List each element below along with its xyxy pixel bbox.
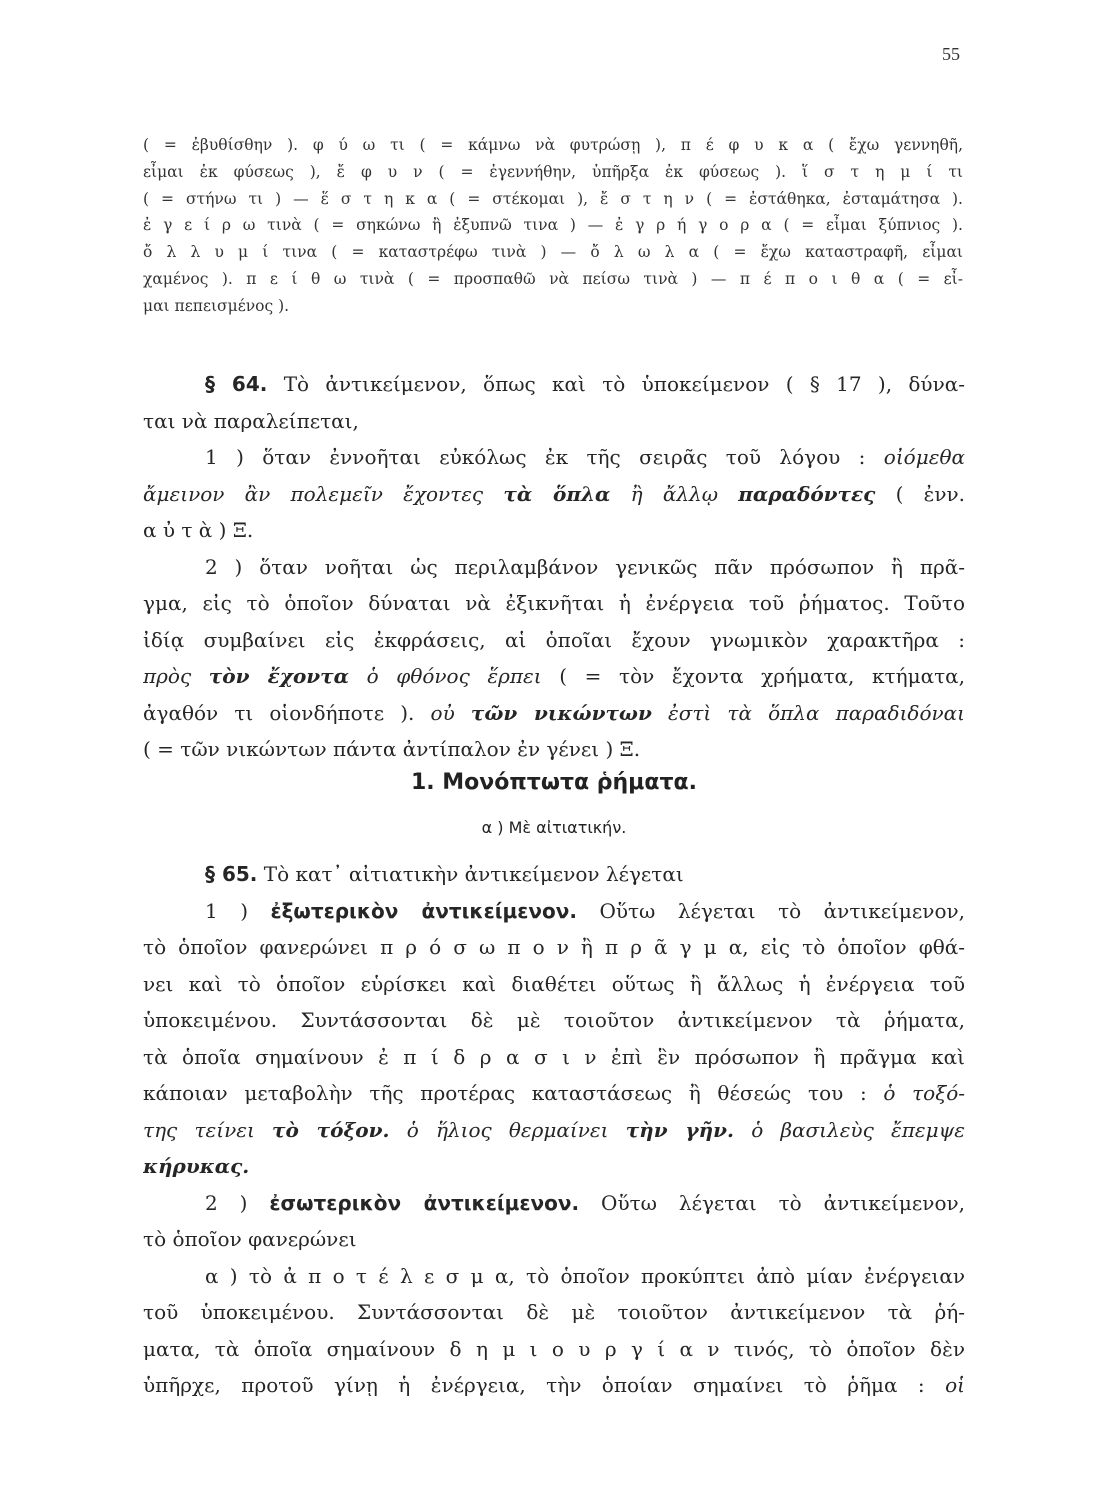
text-line: ( = στήνω τι ) — ἕ σ τ η κ α ( = στέκομαι ), ἔ σ τ η ν ( = ἐστάθηκα, ἐσταμάτησα ). [143,189,963,208]
sub-a-line: ὑπῆρχε, προτοῦ γίνῃ ἡ ἐνέργεια, τὴν ὁποίαν σημαίνει τὸ ῥῆμα : οἱ [143,1373,965,1397]
item-1-line: 1 ) ὅταν ἐννοῆται εὐκόλως ἐκ τῆς σειρᾶς τοῦ λόγου : οἰόμεθα [205,445,965,469]
section-number: § 64. [205,372,268,396]
item-2-line: 2 ) ἐσωτερικὸν ἀντικείμενον. Οὕτω λέγεται τὸ ἀντικείμενον, [205,1190,965,1215]
item-1-line: ὑποκειμένου. Συντάσσονται δὲ μὲ τοιοῦτον ἀντικείμενον τὰ ῥήματα, [143,1008,965,1032]
sub-a-line: α ) τὸ ἀ π ο τ έ λ ε σ μ α, τὸ ὁποῖον προκύπτει ἀπὸ μίαν ἐνέργειαν [205,1263,965,1288]
section-65-intro: § 65. Τὸ κατ᾽ αἰτιατικὴν ἀντικείμενον λέγεται [205,862,684,886]
item-2-line: πρὸς τὸν ἔχοντα ὁ φθόνος ἕρπει ( = τὸν ἔχοντα χρήματα, κτήματα, [143,664,965,688]
item-1-line: α ὐ τ ὰ ) Ξ. [143,518,254,542]
item-1-line: τὰ ὁποῖα σημαίνουν ἐ π ί δ ρ α σ ι ν ἐπὶ ἓν πρόσωπον ἢ πρᾶγμα καὶ [143,1044,965,1069]
chapter-subheading: α ) Μὲ αἰτιατικήν. [481,818,627,837]
item-1-line: ἄμεινον ἂν πολεμεῖν ἔχοντες τὰ ὅπλα ἢ ἄλλῳ παραδόντες ( ἐνν. [143,481,965,506]
item-1-line: της τείνει τὸ τόξον. ὁ ἥλιος θερμαίνει τὴν γῆν. ὁ βασιλεὺς ἔπεμψε [143,1117,965,1142]
item-1-line: 1 ) ἐξωτερικὸν ἀντικείμενον. Οὕτω λέγεται τὸ ἀντικείμενον, [205,898,965,923]
term-internal-object: ἐσωτερικὸν ἀντικείμενον. [269,1190,580,1215]
item-2-line: ἀγαθόν τι οἱονδήποτε ). οὐ τῶν νικώντων ἐστὶ τὰ ὅπλα παραδιδόναι [143,700,965,725]
chapter-heading: 1. Μονόπτωτα ῥήματα. [410,770,698,795]
item-1-line: νει καὶ τὸ ὁποῖον εὑρίσκει καὶ διαθέτει οὕτως ἢ ἄλλως ἡ ἐνέργεια τοῦ [143,971,965,996]
text-line: ἐ γ ε ί ρ ω τινὰ ( = σηκώνω ἢ ἐξυπνῶ τινα ) — ἐ γ ρ ή γ ο ρ α ( = εἶμαι ξύπνιος ). [143,216,963,235]
sub-a-line: ματα, τὰ ὁποῖα σημαίνουν δ η μ ι ο υ ρ γ ί α ν τινός, τὸ ὁποῖον δὲν [143,1336,965,1361]
item-2-line: ἰδίᾳ συμβαίνει εἰς ἐκφράσεις, αἱ ὁποῖαι ἔχουν γνωμικὸν χαρακτῆρα : [143,627,965,652]
text-line: εἶμαι ἐκ φύσεως ), ἔ φ υ ν ( = ἐγεννήθην, ὑπῆρξα ἐκ φύσεως ). ἵ σ τ η μ ί τι [143,162,963,181]
text-line: μαι πεπεισμένος ). [143,296,290,315]
sub-a-line: τοῦ ὑποκειμένου. Συντάσσονται δὲ μὲ τοιοῦτον ἀντικείμενον τὰ ῥή- [143,1300,965,1324]
text-line: χαμένος ). π ε ί θ ω τινὰ ( = προσπαθῶ νὰ πείσω τινὰ ) — π έ π ο ι θ α ( = εἶ- [143,269,963,288]
section-65 [143,856,965,1404]
item-1-line: κάποιαν μεταβολὴν τῆς προτέρας καταστάσεως ἢ θέσεώς του : ὁ τοξό- [143,1081,965,1105]
page-number: 55 [942,44,960,64]
item-2-line: 2 ) ὅταν νοῆται ὡς περιλαμβάνον γενικῶς πᾶν πρόσωπον ἢ πρᾶ- [205,554,965,579]
text-line: ὄ λ λ υ μ ί τινα ( = καταστρέφω τινὰ ) — ὄ λ ω λ α ( = ἔχω καταστραφῆ, εἶμαι [143,243,963,262]
item-2-line: ( = τῶν νικώντων πάντα ἀντίπαλον ἐν γένει ) Ξ. [143,737,641,761]
item-1-line: τὸ ὁποῖον φανερώνει π ρ ό σ ω π ο ν ἢ π ρ ᾶ γ μ α, εἰς τὸ ὁποῖον φθά- [143,935,965,959]
section-64 [143,366,965,768]
item-1-line: κήρυκας. [143,1154,250,1178]
term-external-object: ἐξωτερικὸν ἀντικείμενον. [270,898,577,923]
section-number: § 65. [205,862,258,886]
verb-examples-block [143,132,963,320]
text-line: ται νὰ παραλείπεται, [143,408,359,433]
item-2-line: γμα, εἰς τὸ ὁποῖον δύναται νὰ ἐξικνῆται ἡ ἐνέργεια τοῦ ῥήματος. Τοῦτο [143,591,965,615]
section-64-intro: § 64. Τὸ ἀντικείμενον, ὅπως καὶ τὸ ὑποκείμενον ( § 17 ), δύνα- [205,372,965,396]
text-line: ( = ἐβυθίσθην ). φ ύ ω τι ( = κάμνω νὰ φυτρώσῃ ), π έ φ υ κ α ( ἔχω γεννηθῆ, [143,136,963,154]
item-2-line: τὸ ὁποῖον φανερώνει [143,1227,357,1251]
